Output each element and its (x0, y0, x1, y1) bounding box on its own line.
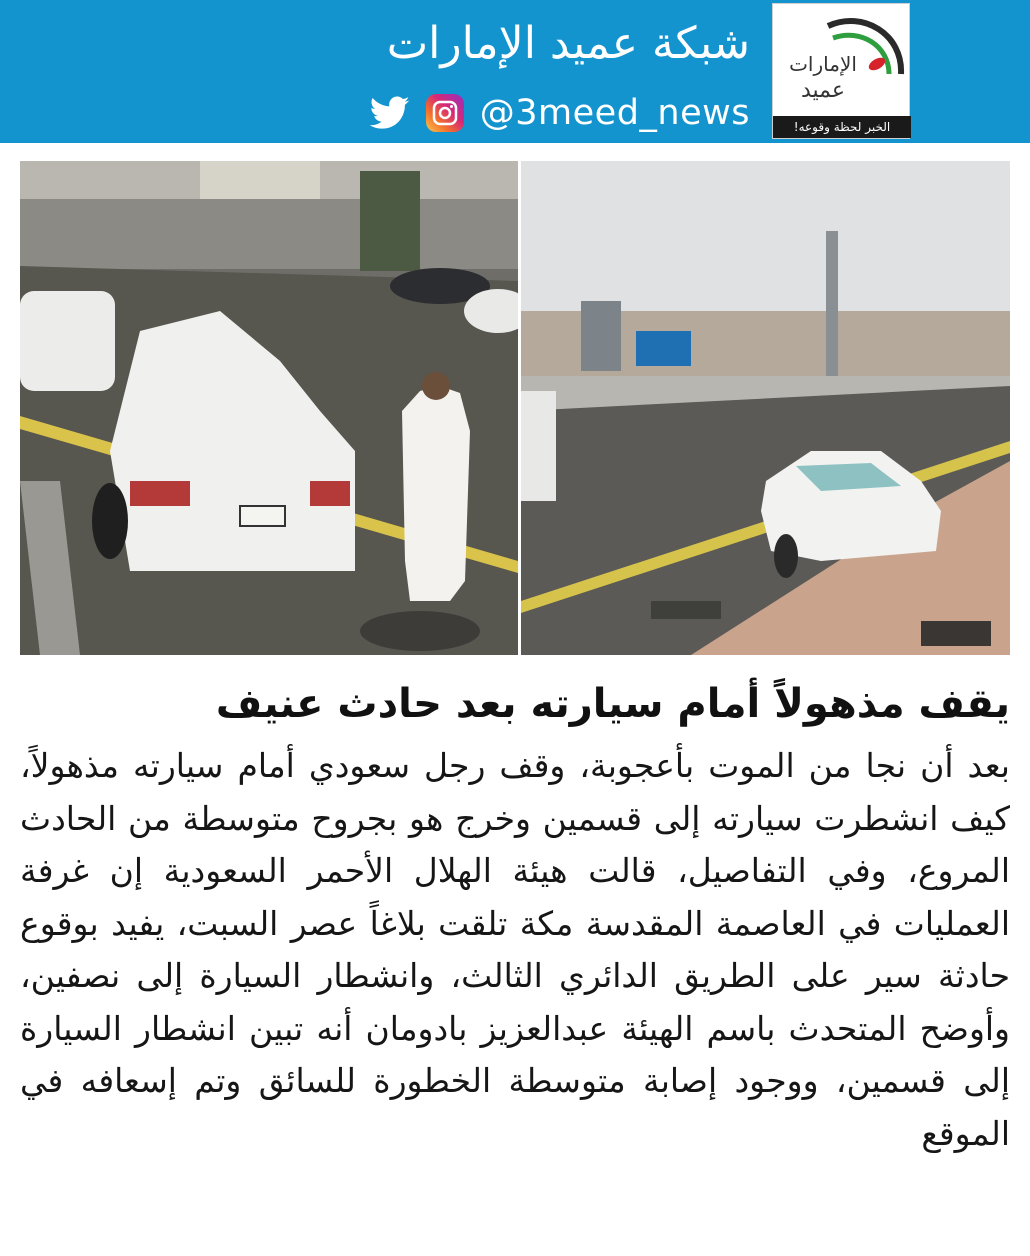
twitter-icon[interactable] (370, 95, 410, 131)
header-banner (0, 0, 1030, 143)
logo-tagline: الخبر لحظة وقوعه! (773, 116, 911, 138)
article-headline: يقف مذهولاً أمام سيارته بعد حادث عنيف (215, 681, 1010, 727)
brand-logo (772, 3, 910, 139)
social-handle[interactable]: @3meed_news (479, 93, 750, 133)
logo-line1: الإمارات (789, 52, 857, 76)
article-body: بعد أن نجا من الموت بأعجوبة، وقف رجل سعودي أمام سيارته مذهولاً، كيف انشطرت سيارته إلى قسمين وخرج هو بجروح متوسطة من الحادث المروع، وفي التفاصيل، قالت هيئة الهلال الأحمر السعودية إن غرفة العمليات في العاصمة المقدسة مكة تلقت بلاغاً عصر السبت، يفيد بوقوع حادثة سير على الطريق الدائري الثالث، وانشطار السيارة إلى نصفين، وأوضح المتحدث باسم الهيئة عبدالعزيز بادومان أنه تبين انشطار السيارة إلى قسمين، ووجود إصابة متوسطة الخطورة للسائق وتم إسعافه في الموقع (20, 746, 1010, 1153)
network-name: شبكة عميد الإمارات (386, 18, 750, 69)
instagram-icon[interactable] (426, 94, 464, 132)
accident-photo-left (20, 161, 518, 655)
social-row (370, 88, 750, 138)
accident-photo-right (521, 161, 1010, 655)
logo-line2: عميد (800, 78, 846, 103)
instagram-glyph (432, 100, 458, 126)
photo-collage (20, 161, 1010, 655)
